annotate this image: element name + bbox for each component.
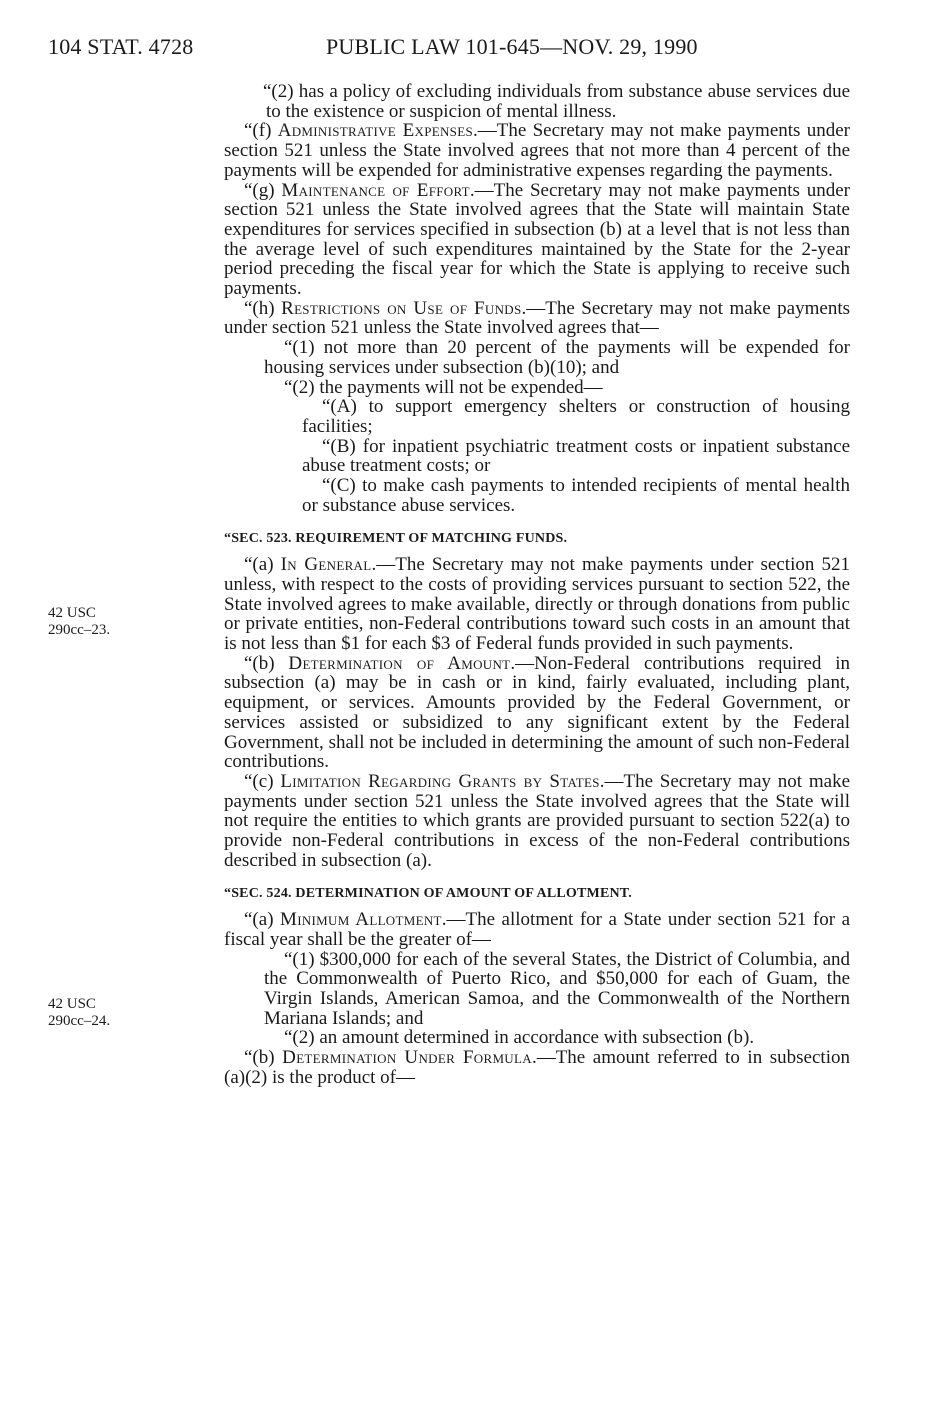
subsection-h-item-1: “(1) not more than 20 percent of the payments will be expended for housing services under subsection (b)(10); and — [264, 337, 850, 378]
margin-note-usc-290cc-24: 42 USC 290cc–24. — [48, 996, 111, 1029]
paragraph-2-continued: “(2) has a policy of excluding individuals from substance abuse services due to the existence or suspicion of mental illness. — [263, 81, 850, 122]
statute-page-number: 104 STAT. 4728 — [48, 34, 194, 59]
public-law-citation: PUBLIC LAW 101-645—NOV. 29, 1990 — [326, 34, 698, 59]
section-524-heading: “SEC. 524. DETERMINATION OF AMOUNT OF ALLOTMENT. — [224, 886, 632, 902]
section-523-c-heading: Limitation Regarding Grants by States — [280, 770, 600, 792]
margin-note-usc-290cc-23: 42 USC 290cc–23. — [48, 605, 111, 638]
subsection-h-item-2: “(2) the payments will not be expended— — [284, 376, 603, 398]
subsection-h: “(h) Restrictions on Use of Funds.—The Secretary may not make payments under section 521 unless the State involved agrees that— — [224, 297, 850, 339]
section-523-heading: “SEC. 523. REQUIREMENT OF MATCHING FUNDS. — [224, 531, 568, 547]
section-523-b: “(b) Determination of Amount.—Non-Federal contributions required in subsection (a) may be in cash or in kind, fairly evaluated, including plant, equipment, or services. Amounts provided by the Federal Government, or services assisted or subsidized to any significant extent by the Federal Government, shall not be included in determining the amount of such non-Federal contributions. — [224, 652, 851, 773]
subsection-h-heading: Restrictions on Use of Funds — [281, 297, 522, 319]
section-523-a-heading: In General — [280, 554, 372, 576]
section-524-b: “(b) Determination Under Formula.—The amount referred to in subsection (a)(2) is the product of— — [224, 1047, 850, 1088]
subsection-h-item-A: “(A) to support emergency shelters or construction of housing facilities; — [302, 396, 850, 437]
subsection-g: “(g) Maintenance of Effort.—The Secretary may not make payments under section 521 unless the State involved agrees that the State will maintain State expenditures for services specified in subsection (b) at a level that is not less than the average level of such expenditures maintained by the State for the 2-year period preceding the fiscal year for which the State is applying to receive such payments. — [224, 179, 850, 300]
page-header — [48, 34, 748, 60]
section-523-c: “(c) Limitation Regarding Grants by States.—The Secretary may not make payments under section 521 unless the State involved agrees that the State will not require the entities to which grants are provided pursuant to section 522(a) to provide non-Federal contributions in excess of the non-Federal contributions described in subsection (a). — [224, 770, 851, 871]
subsection-f-heading: Administrative Expenses — [277, 120, 473, 142]
section-523-a: “(a) In General.—The Secretary may not make payments under section 521 unless, with respect to the costs of providing services pursuant to section 522, the State involved agrees to make available, directly or through donations from public or private entities, non-Federal contributions toward such costs in an amount that is not less than $1 for each $3 of Federal funds provided in such payments. — [224, 554, 850, 654]
section-523-b-heading: Determination of Amount — [288, 652, 511, 674]
subsection-h-item-B: “(B) for inpatient psychiatric treatment costs or inpatient substance abuse treatment costs; or — [302, 435, 850, 477]
section-524-a: “(a) Minimum Allotment.—The allotment for a State under section 521 for a fiscal year shall be the greater of— — [224, 909, 850, 950]
section-524-a-item-1: “(1) $300,000 for each of the several States, the District of Columbia, and the Commonwealth of Puerto Rico, and $50,000 for each of Guam, the Virgin Islands, American Samoa, and the Commonwealth of the Northern Mariana Islands; and — [264, 948, 850, 1029]
section-524-b-heading: Determination Under Formula — [282, 1047, 532, 1069]
section-524-a-item-2: “(2) an amount determined in accordance with subsection (b). — [284, 1027, 755, 1049]
subsection-h-item-C: “(C) to make cash payments to intended recipients of mental health or substance abuse services. — [302, 475, 850, 516]
section-524-a-heading: Minimum Allotment — [280, 909, 442, 931]
subsection-f: “(f) Administrative Expenses.—The Secretary may not make payments under section 521 unless the State involved agrees that not more than 4 percent of the payments will be expended for administrative expenses regarding the payments. — [224, 120, 850, 181]
subsection-g-heading: Maintenance of Effort — [281, 179, 470, 201]
statute-body — [224, 82, 850, 1087]
